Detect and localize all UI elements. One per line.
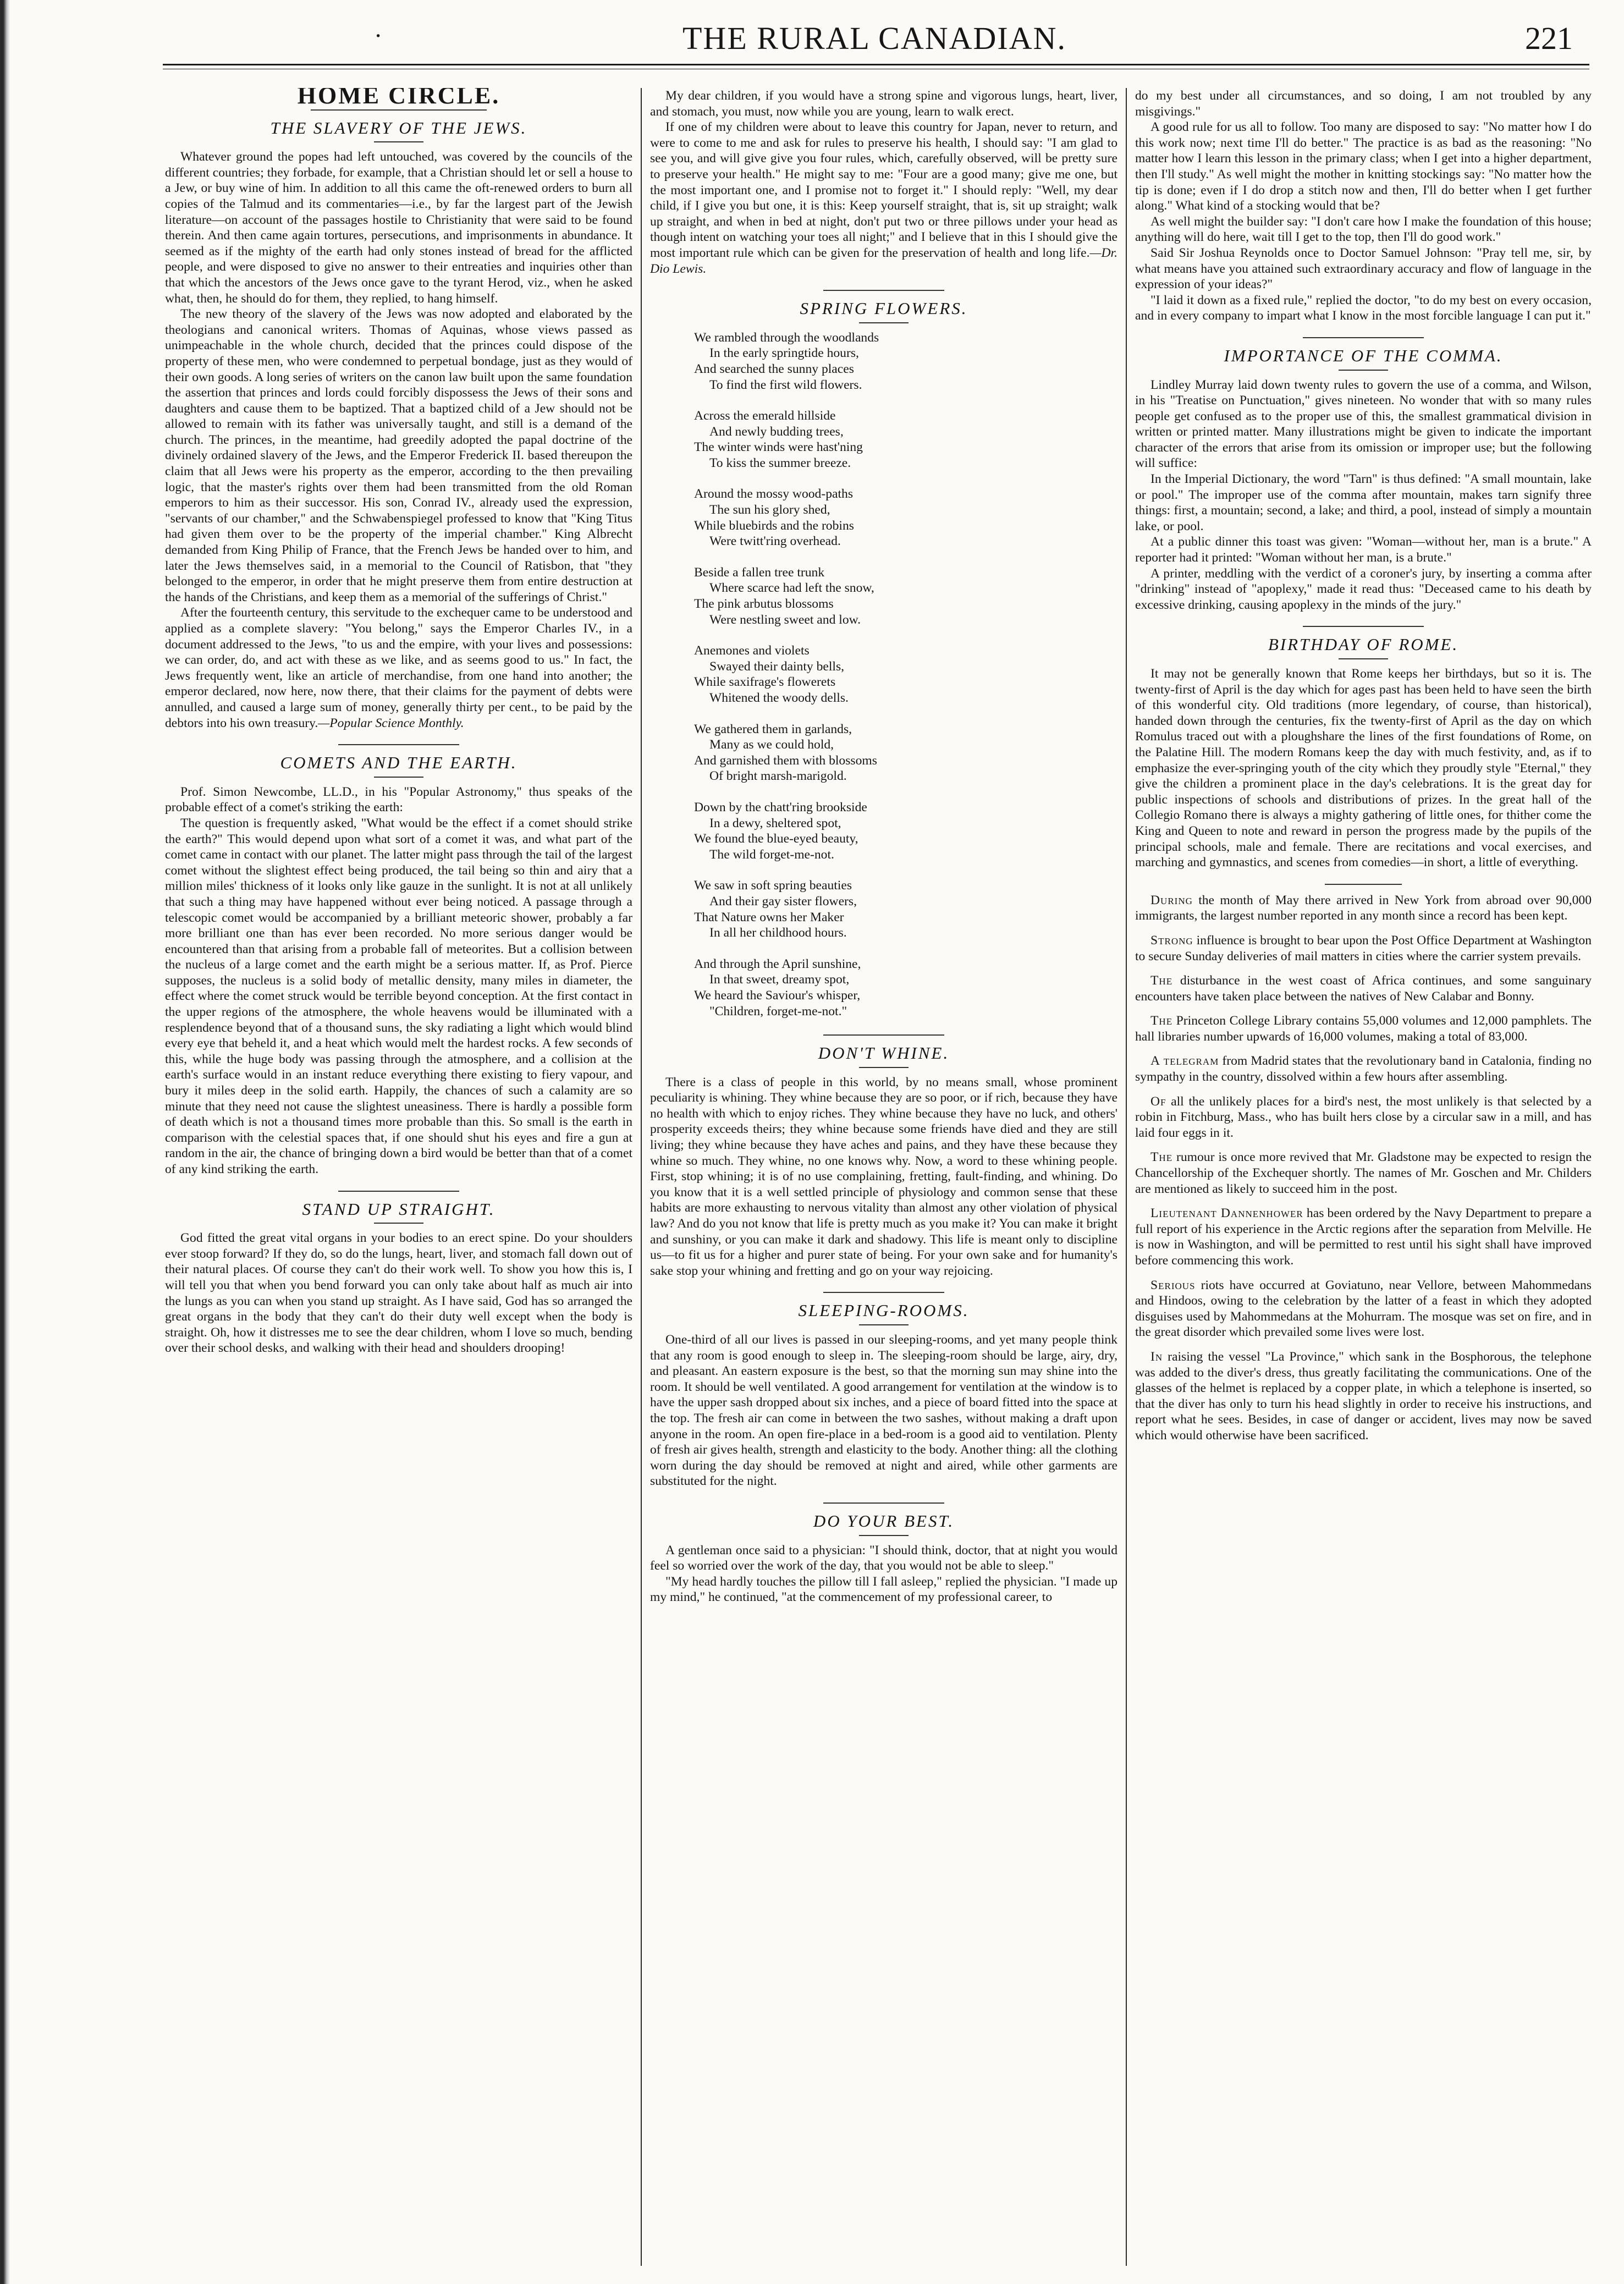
page-number: 221	[1525, 20, 1573, 56]
article-separator	[823, 1292, 944, 1293]
article-title-do-your-best: DO YOUR BEST.	[813, 1511, 955, 1531]
poem-stanza	[694, 565, 1117, 628]
column-2	[650, 88, 1117, 2266]
article-title-spring-flowers: SPRING FLOWERS.	[800, 299, 968, 318]
do-your-best-paragraph-2: "My head hardly touches the pillow till I fall asleep," replied the physician. "I made up my mind," he continued, "at the commencement of my professional career, to	[650, 1574, 1117, 1605]
slavery-paragraph-2: The new theory of the slavery of the Jews was now adopted and elaborated by the theologians and canonical writers. Thomas of Aquinas, whose views passed as unimpeachable in the whole church, decided that the princes could dispose of the property of these men, who were condemned to perpetual bondage, just as they would of their own goods. A long series of writers on the canon law built upon the same foundation the assertion that princes and lords could forcibly dispossess the Jews of their sons and daughters and cause them to be baptized. That a baptized child of a Jew should not be allowed to remain with its father was universally taught, and still is a demand of the church. The princes, in the meantime, had greedily adopted the papal doctrine of the divinely ordained slavery of the Jews, and the Emperor Frederick II. based thereupon the claim that all Jews were his property as the emperor, according to the then prevailing logic, that the master's rights over them had been transmitted from the old Roman emperors to him as their successor. His son, Conrad IV., already used the expression, "servants of our chamber," and the Schwabenspiegel professed to know that "King Titus had given them over to be the property of the imperial chamber." King Albrecht demanded from King Philip of France, that the French Jews be handed over to him, and later the Jews themselves said, in a memorial to the Council of Ratisbon, that "they belonged to the emperor, in order that he might preserve them from entire destruction at the hands of the Christians, and keep them as a memorial of the sufferings of Christ."	[165, 307, 632, 604]
comma-paragraph-1: Lindley Murray laid down twenty rules to govern the use of a comma, and Wilson, in his "Treatise on Punctuation," gives nineteen. No wonder that with so many rules people get confused as to the proper use of this, the smallest grammatical division in written or printed matter. Many illustrations might be given to indicate the important character of the errors that arise from its omission or improper use; but the following will suffice:	[1135, 377, 1592, 471]
news-item-lead: Lieutenant Dannenhower	[1150, 1206, 1303, 1221]
poem-stanza	[694, 800, 1117, 862]
newspaper-title: THE RURAL CANADIAN.	[682, 20, 1066, 56]
news-item	[1135, 973, 1592, 1004]
title-rule	[859, 322, 909, 323]
news-item	[1135, 1013, 1592, 1044]
poem-line: Down by the chatt'ring brookside	[694, 800, 867, 814]
stand-up-cont-paragraph-2-text: If one of my children were about to leave this country for Japan, never to return, and were to come to me and ask for rules to preserve his health, I should say: "I am glad to see you, and will give give you four rules, which, carefully observed, will be pretty sure to preserve your health." He might say to me: "Four are a good many; give me one, but the most important one, and I promise not to forget it." I should reply: "Well, my dear child, if I give you but one, it is this: Keep yourself straight, that is, sit up straight; walk up straight, and when in bed at night, don't put two or three pillows under your head as though intent on watching your toes all night;" and I believe that in this I should give the most important rule which can be given for the preservation of health and long life.	[650, 120, 1117, 260]
slavery-paragraph-1: Whatever ground the popes had left untouched, was covered by the councils of the different countries; they forbade, for example, that a Christian should let or sell a house to a Jew, or buy wine of him. In addition to all this came the oft-renewed orders to burn all copies of the Talmud and its commentaries—i.e., by far the largest part of the Jewish literature—on account of the passages hostile to Christianity that were said to be found therein. And then came again tortures, persecutions, and imprisonments in abundance. It seemed as if the mighty of the earth had only stones instead of bread for the afflicted people, and were disposed to give no answer to their entreaties and inquiries other than that which the ancestors of the Jews once gave to the tyrant Herod, viz., when he asked what, then, he should do for them, they replied, to hang himself.	[165, 150, 632, 306]
news-item-lead: Of	[1150, 1094, 1166, 1109]
column-3	[1135, 88, 1592, 2266]
poem-line: Beside a fallen tree trunk	[694, 565, 825, 580]
stand-up-source: —Dr. Dio Lewis.	[650, 245, 1117, 276]
news-item-text: all the unlikely places for a bird's nest, the most unlikely is that selected by a robin in Fitchburg, Mass., who has built hers close by a circular saw in a mill, and has laid four eggs in it.	[1135, 1094, 1592, 1140]
news-item-text: disturbance in the west coast of Africa continues, and some sanguinary encounters have taken place between the natives of New Calabar and Bonny.	[1135, 973, 1592, 1004]
poem-line: "Children, forget-me-not."	[709, 1004, 847, 1019]
stand-up-paragraph-1: God fitted the great vital organs in your bodies to an erect spine. Do your shoulders ever stoop forward? If they do, so do the lungs, heart, liver, and stomach fall down out of their natural places. Of course they can't do their work well. To show you how this is, I will tell you that when you bend forward you can only take about half as much air into the lungs as you can when you stand up straight. As I have said, God has so arranged the great organs in the body that they can't do their duty well except when the body is straight. Oh, how it distresses me to see the dear children, whom I love so much, bending over their school desks, and walking with their head and shoulders drooping!	[165, 1231, 632, 1356]
poem-stanza	[694, 486, 1117, 549]
news-item-text: rumour is once more revived that Mr. Gladstone may be expected to resign the Chancellorship of the Exchequer shortly. The names of Mr. Goschen and Mr. Childers are mentioned as likely to succeed him in the post.	[1135, 1150, 1592, 1196]
column-1	[165, 88, 632, 2266]
title-rule	[374, 1223, 423, 1224]
title-rule	[1339, 370, 1388, 371]
poem-line: Across the emerald hillside	[694, 409, 836, 423]
do-your-best-paragraph-1: A gentleman once said to a physician: "I should think, doctor, that at night you would feel so worried over the work of the day, that you would not be able to sleep."	[650, 1543, 1117, 1573]
article-separator	[338, 1191, 459, 1192]
poem-line: The pink arbutus blossoms	[694, 597, 834, 612]
poem-line: And their gay sister flowers,	[709, 894, 857, 909]
news-item-lead: Serious	[1150, 1278, 1196, 1292]
poem-line: Were nestling sweet and low.	[709, 612, 861, 627]
header-rule	[163, 64, 1589, 69]
news-item-text: riots have occurred at Goviatuno, near Vellore, between Mahommedans and Hindoos, owing to the celebration by the latter of a feast in which they adopted disguises used by Mahommedans at the Mohurram. The mosque was set on fire, and in the great disorder which prevailed some lives were lost.	[1135, 1278, 1592, 1340]
poem-line: To find the first wild flowers.	[709, 377, 862, 392]
news-item-text: influence is brought to bear upon the Post Office Department at Washington to secure Sunday deliveries of mail matters in cities where the carrier system prevails.	[1135, 933, 1592, 964]
poem-line: Anemones and violets	[694, 643, 810, 658]
news-item-lead: Strong	[1150, 933, 1193, 948]
poem-line: The sun his glory shed,	[709, 503, 830, 518]
news-item-text: has been ordered by the Navy Department to prepare a full report of his experience in the Arctic regions after the separation from Melville. He is now in Washington, and will be permitted to rest until his sight shall have improved before commencing this work.	[1135, 1206, 1592, 1268]
dont-whine-paragraph-1: There is a class of people in this world, by no means small, whose prominent peculiarity is whining. They whine because they are so poor, or if rich, because they have no health with which to enjoy riches. They whine because they have no luck, and others' prosperity exceeds theirs; they whine because some friends have died and they are still living; they whine because they have aches and pains, and they have these because they whine so much. They whine, no one knows why. Now, a word to these whining people. First, stop whining; it is of no use complaining, fretting, fault-finding, and whining. Do you know that it is a well settled principle of physiology and common sense that these habits are more exhausting to nervous vitality than almost any other violation of physical law? And do you not know that life is pretty much as you make it? You can make it bright and sunshiny, or you can make it dark and shadowy. This life is meant only to discipline us—to fit us for a higher and purer state of being. For your own sake and for humanity's sake stop your whining and fretting and go on your way rejoicing.	[650, 1075, 1117, 1278]
poem-line: And through the April sunshine,	[694, 956, 861, 971]
poem-line: We gathered them in garlands,	[694, 722, 852, 736]
poem-line: Around the mossy wood-paths	[694, 487, 854, 502]
article-title-dont-whine: DON'T WHINE.	[818, 1043, 950, 1063]
poem-line: In all her childhood hours.	[709, 926, 847, 940]
poem-stanza	[694, 643, 1117, 706]
section-title-home-circle: HOME CIRCLE.	[297, 88, 500, 109]
poem-line: And searched the sunny places	[694, 361, 854, 376]
article-title-rome: BIRTHDAY OF ROME.	[1268, 635, 1459, 654]
article-separator	[338, 744, 459, 745]
news-item-text: from Madrid states that the revolutionary band in Catalonia, finding no sympathy in the country, dissolved within a few hours after assembling.	[1135, 1054, 1592, 1085]
comets-paragraph-2: The question is frequently asked, "What would be the effect if a comet should strike the earth?" This would depend upon what sort of a comet it was, and what part of the comet came in contact with our planet. The latter might pass through the tail of the largest comet without the slightest effect being produced, the tail being so thin and airy that a million miles' thickness of it looks only like gauze in the sunlight. It is not at all unlikely that such a thing may have happened without ever being noticed. A passage through a telescopic comet would be accompanied by a brilliant meteoric shower, probably a far more brilliant one than has ever been recorded. No more serious danger would be encountered than that arising from a probable fall of meteorites. But a collision between the nucleus of a large comet and the earth might be a serious matter. If, as Prof. Pierce supposes, the nucleus is a solid body of metallic density, many miles in diameter, the effect where the comet struck would be terrible beyond conception. At the first contact in the upper regions of the atmosphere, the whole heavens would be illuminated with a resplendence beyond that of a thousand suns, the sky radiating a light which would blind every eye that beheld it, and a heat which would melt the hardest rocks. A few seconds of this, while the huge body was passing through the atmosphere, and a collision at the earth's surface would in an instant reduce everything there existing to fiery vapour, and bury it miles deep in the solid earth. Happily, the chances of such a calamity are so minute that they need not cause the slightest uneasiness. There is hardly a possible form of death which is not a thousand times more probable than this. So small is the earth in comparison with the celestial spaces that, if one should shut his eyes and fire a gun at random in the air, the chance of bringing down a bird would be better than that of a comet of any kind striking the earth.	[165, 816, 632, 1176]
poem-stanza	[694, 330, 1117, 393]
poem-stanza	[694, 956, 1117, 1019]
article-title-comma: IMPORTANCE OF THE COMMA.	[1224, 345, 1503, 365]
news-item-lead: During	[1150, 893, 1193, 907]
poem-line: Were twitt'ring overhead.	[709, 534, 841, 549]
news-item-lead: The	[1150, 1150, 1173, 1165]
poem-line: To kiss the summer breeze.	[709, 455, 851, 470]
article-separator	[823, 290, 944, 291]
poem-line: We saw in soft spring beauties	[694, 878, 852, 893]
article-separator	[1303, 626, 1424, 627]
do-your-best-cont-paragraph-5: "I laid it down as a fixed rule," replied the doctor, "to do my best on every occasion, and in every company to impart what I know in the most forcible language I can put it."	[1135, 293, 1592, 323]
column-rule-2	[1126, 88, 1127, 2266]
poem-line: While saxifrage's flowerets	[694, 675, 836, 690]
poem-stanza	[694, 722, 1117, 784]
comma-paragraph-4: A printer, meddling with the verdict of a coroner's jury, by inserting a comma after "drinking" instead of "apoplexy," made it read thus: "Deceased came to his death by excessive drinking, causing apoplexy in the minds of the jury."	[1135, 566, 1592, 612]
title-rule	[374, 141, 423, 142]
poem-line: The wild forget-me-not.	[709, 847, 834, 862]
rome-paragraph-1: It may not be generally known that Rome keeps her birthdays, but so it is. The twenty-first of April is the day which for ages past has been held to have seen the birth of this wonderful city. Old traditions (more legendary, of course, than historical), handed down through the centuries, fix the twenty-first of April as the day on which Romulus traced out with a ploughshare the lines of the first foundations of Rome, on the Palatine Hill. The modern Romans keep the day with much festivity, and, as if to emphasize the ever-springing youth of the city which they proudly style "Eternal," they give the children a prominent place in the day's celebrations. It is the great day for public inspections of schools and distributions of prizes. In the great hall of the Collegio Romano there is always a mighty gathering of little ones, for thither come the King and Queen to note and reward in person the progress made by the pupils of the principal schools, male and female. There are recitations and vocal exercises, and marching and gymnastics, and scenes from comedies—in short, a little of everything.	[1135, 667, 1592, 870]
poem-line: We found the blue-eyed beauty,	[694, 832, 858, 846]
article-title-sleeping-rooms: SLEEPING-ROOMS.	[798, 1301, 970, 1320]
article-separator	[823, 1503, 944, 1504]
news-item-text: raising the vessel "La Province," which sank in the Bosphorous, the telephone was added to the diver's dress, thus greatly facilitating the communications. One of the glasses of the helmet is replaced by a copper plate, in which a telephone is inserted, so that the diver has only to turn his head slightly in order to receive his instructions, and report what he sees. Besides, in case of danger or accident, lives may now be saved which would otherwise have been sacrificed.	[1135, 1349, 1592, 1443]
poem-line: Where scarce had left the snow,	[709, 581, 874, 596]
do-your-best-cont-paragraph-2: A good rule for us all to follow. Too many are disposed to say: "No matter how I do this work now; next time I'll do better." The practice is as bad as the reasoning: "No matter how I learn this lesson in the primary class; when I get into a higher department, then I'll study." As well might the mother in knitting stockings say: "No matter how the tip is done; even if I do drop a stitch now and then, I'll do better when I get further along." What kind of a stocking would that be?	[1135, 120, 1592, 213]
poem-line: Whitened the woody dells.	[709, 691, 849, 705]
column-rule-1	[641, 88, 642, 2266]
running-head	[165, 15, 1584, 59]
do-your-best-cont-paragraph-3: As well might the builder say: "I don't care how I make the foundation of this house; anything will do here, wait till I get to the top, then I'll do good work."	[1135, 214, 1592, 245]
poem-line: The winter winds were hast'ning	[694, 440, 863, 455]
poem-line: Many as we could hold,	[709, 738, 834, 752]
article-title-slavery: THE SLAVERY OF THE JEWS.	[270, 118, 527, 137]
page-binding-edge	[0, 0, 10, 2284]
article-separator	[1303, 337, 1424, 338]
sleeping-rooms-paragraph-1: One-third of all our lives is passed in our sleeping-rooms, and yet many people think that any room is good enough to sleep in. The sleeping-room should be large, airy, dry, and pleasant. An eastern exposure is the best, so that the morning sun may shine into the room. It should be well ventilated. A good arrangement for ventilation at the window is to have the upper sash dropped about six inches, and a piece of board fitted into the space at the top. The fresh air can come in between the two sashes, without making a draft upon anyone in the room. An open fire-place in a bed-room is a good aid to ventilation. Plenty of fresh air gives health, strength and elasticity to the body. Another thing: all the clothing worn during the day should be removed at night and aired, while other garments are substituted for the night.	[650, 1333, 1117, 1489]
slavery-paragraph-3	[165, 605, 632, 731]
poem-line: In a dewy, sheltered spot,	[709, 816, 841, 830]
news-item-lead: In	[1150, 1349, 1163, 1364]
news-item-text: the month of May there arrived in New York from abroad over 90,000 immigrants, the largest number reported in any month since a record has been kept.	[1135, 893, 1592, 923]
news-item	[1135, 933, 1592, 964]
section-title-rule	[311, 109, 487, 111]
article-title-comets: COMETS AND THE EARTH.	[280, 753, 518, 773]
poem-line: In the early springtide hours,	[709, 346, 859, 361]
title-rule	[374, 777, 423, 778]
news-item	[1135, 1278, 1592, 1340]
news-item-lead: The	[1150, 973, 1173, 988]
news-item	[1135, 1349, 1592, 1444]
title-rule	[859, 1067, 909, 1068]
poem-line: In that sweet, dreamy spot,	[709, 972, 850, 987]
news-item	[1135, 1053, 1592, 1085]
news-item-lead: The	[1150, 1014, 1173, 1028]
news-item	[1135, 1094, 1592, 1141]
slavery-source: —Popular Science Monthly.	[318, 716, 464, 730]
poem-line: Swayed their dainty bells,	[709, 659, 845, 674]
title-rule	[859, 1324, 909, 1325]
news-item	[1135, 1206, 1592, 1268]
slavery-paragraph-3-text: After the fourteenth century, this servitude to the exchequer came to be understood and applied as a complete slavery: "You belong," says the Emperor Charles IV., in a document addressed to the Jews, "to us and the empire, with your lives and possessions: we can order, do, and act with these as we like, and as seems good to us." In fact, the Jews frequently went, like an article of merchandise, from one hand into another; the emperor declared, now here, now there, that their claims for the payment of debts were annulled, and caused a large sum of money, generally thirty per cent., to be paid by the debtors into his own treasury.	[165, 606, 632, 730]
poem-stanza	[694, 878, 1117, 940]
news-item	[1135, 893, 1592, 924]
news-item	[1135, 1149, 1592, 1197]
do-your-best-cont-paragraph-4: Said Sir Joshua Reynolds once to Doctor Samuel Johnson: "Pray tell me, sir, by what means have you attained such extraordinary accuracy and flow of language in the expression of your ideas?"	[1135, 245, 1592, 292]
news-item-lead: A telegram	[1150, 1054, 1219, 1069]
poem-line: We rambled through the woodlands	[694, 330, 879, 345]
title-rule	[859, 1535, 909, 1536]
poem-line: And garnished them with blossoms	[694, 753, 877, 768]
poem-line: While bluebirds and the robins	[694, 518, 854, 533]
article-separator	[823, 1034, 944, 1036]
news-item-text: Princeton College Library contains 55,000 volumes and 12,000 pamphlets. The hall libraries number upwards of 16,000 volumes, making a total of 83,000.	[1135, 1014, 1592, 1044]
stand-up-cont-paragraph-1: My dear children, if you would have a strong spine and vigorous lungs, heart, liver, and stomach, you must, now while you are young, learn to walk erect.	[650, 89, 1117, 119]
poem-stanza	[694, 408, 1117, 471]
news-separator	[1325, 884, 1402, 885]
poem-line: And newly budding trees,	[709, 424, 844, 439]
spring-flowers-poem	[694, 330, 1117, 1019]
article-title-stand-up: STAND UP STRAIGHT.	[302, 1199, 496, 1219]
stand-up-cont-paragraph-2	[650, 119, 1117, 277]
poem-line: That Nature owns her Maker	[694, 910, 844, 924]
header-dot: ·	[374, 21, 383, 49]
poem-line: We heard the Saviour's whisper,	[694, 988, 861, 1003]
do-your-best-cont-paragraph-1: do my best under all circumstances, and so doing, I am not troubled by any misgivings."	[1135, 89, 1592, 119]
comets-paragraph-1: Prof. Simon Newcombe, LL.D., in his "Popular Astronomy," thus speaks of the probable effect of a comet's striking the earth:	[165, 784, 632, 815]
comma-paragraph-2: In the Imperial Dictionary, the word "Tarn" is thus defined: "A small mountain, lake or pool." The improper use of the comma after mountain, makes tarn signify three things: first, a mountain; second, a lake; and third, a pool, instead of simply a mountain lake, or pool.	[1135, 472, 1592, 533]
poem-line: Of bright marsh-marigold.	[709, 769, 847, 784]
comma-paragraph-3: At a public dinner this toast was given: "Woman—without her, man is a brute." A reporter had it printed: "Woman without her man, is a brute."	[1135, 535, 1592, 565]
title-rule	[1339, 658, 1388, 659]
news-items	[1135, 893, 1592, 1444]
